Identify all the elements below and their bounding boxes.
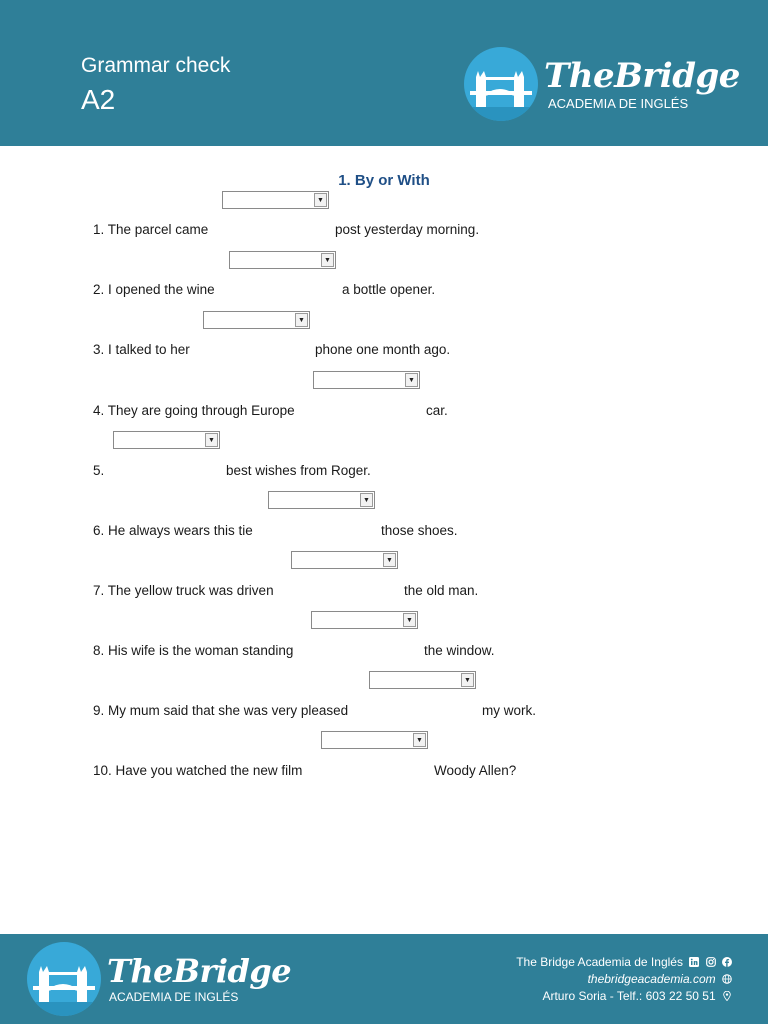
logo-wordmark: TheBridge (107, 952, 292, 990)
question-text-after: post yesterday morning. (335, 222, 480, 237)
question-text-before: 7. The yellow truck was driven (93, 583, 274, 598)
answer-dropdown[interactable] (113, 431, 220, 449)
question-text-before: 3. I talked to her (93, 342, 190, 357)
footer-banner (0, 934, 768, 1024)
question-row (0, 251, 768, 311)
address-phone: Arturo Soria - Telf.: 603 22 50 51 (542, 989, 716, 1003)
header-logo (464, 47, 740, 121)
question-text-after: the window. (424, 643, 495, 658)
chevron-down-icon[interactable]: ▼ (314, 193, 327, 207)
website-link[interactable]: thebridgeacademia.com (587, 972, 716, 986)
question-text-before: 4. They are going through Europe (93, 403, 295, 418)
footer-logo (27, 942, 291, 1016)
question-row (0, 431, 768, 491)
question-row (0, 491, 768, 551)
question-text-after: the old man. (404, 583, 479, 598)
question-text-after: Woody Allen? (434, 763, 517, 778)
chevron-down-icon[interactable]: ▼ (383, 553, 396, 567)
question-text-after: those shoes. (381, 523, 458, 538)
section-title: 1. By or With (338, 172, 430, 189)
chevron-down-icon[interactable]: ▼ (405, 373, 418, 387)
question-text-before: 2. I opened the wine (93, 282, 215, 297)
linkedin-icon[interactable] (689, 957, 699, 967)
question-text-before: 8. His wife is the woman standing (93, 643, 294, 658)
contact-info (516, 954, 732, 1005)
facebook-icon[interactable] (722, 957, 732, 967)
globe-icon (722, 974, 732, 984)
answer-dropdown[interactable] (268, 491, 375, 509)
chevron-down-icon[interactable]: ▼ (360, 493, 373, 507)
question-text-before: 10. Have you watched the new film (93, 763, 303, 778)
answer-dropdown[interactable] (203, 311, 310, 329)
question-text-after: phone one month ago. (315, 342, 451, 357)
instagram-icon[interactable] (706, 957, 716, 967)
chevron-down-icon[interactable]: ▼ (461, 673, 474, 687)
chevron-down-icon[interactable]: ▼ (321, 253, 334, 267)
tower-bridge-icon (27, 942, 101, 1016)
tower-bridge-icon (464, 47, 538, 121)
answer-dropdown[interactable] (313, 371, 420, 389)
answer-dropdown[interactable] (222, 191, 329, 209)
answer-dropdown[interactable] (321, 731, 428, 749)
question-row (0, 191, 768, 251)
question-row (0, 551, 768, 611)
question-text-before: 9. My mum said that she was very pleased (93, 703, 349, 718)
answer-dropdown[interactable] (369, 671, 476, 689)
chevron-down-icon[interactable]: ▼ (413, 733, 426, 747)
logo-subtitle: ACADEMIA DE INGLÉS (548, 95, 689, 111)
answer-dropdown[interactable] (311, 611, 418, 629)
chevron-down-icon[interactable]: ▼ (295, 313, 308, 327)
worksheet-title: Grammar check (81, 54, 231, 77)
question-text-after: my work. (482, 703, 536, 718)
question-row (0, 611, 768, 671)
location-pin-icon (722, 991, 732, 1001)
answer-dropdown[interactable] (229, 251, 336, 269)
logo-wordmark: TheBridge (544, 55, 740, 96)
chevron-down-icon[interactable]: ▼ (403, 613, 416, 627)
question-row (0, 311, 768, 371)
level-label: A2 (81, 84, 116, 115)
answer-dropdown[interactable] (291, 551, 398, 569)
question-row (0, 671, 768, 731)
header-banner (0, 0, 768, 146)
question-text-after: best wishes from Roger. (226, 463, 371, 478)
question-text-before: 1. The parcel came (93, 222, 209, 237)
question-text-after: car. (426, 403, 448, 418)
question-row (0, 371, 768, 431)
question-row (0, 731, 768, 791)
academy-name: The Bridge Academia de Inglés (516, 955, 683, 969)
question-text-after: a bottle opener. (342, 282, 436, 297)
logo-subtitle: ACADEMIA DE INGLÉS (109, 990, 239, 1004)
question-text-before: 6. He always wears this tie (93, 523, 253, 538)
chevron-down-icon[interactable]: ▼ (205, 433, 218, 447)
question-text-before: 5. (93, 463, 105, 478)
